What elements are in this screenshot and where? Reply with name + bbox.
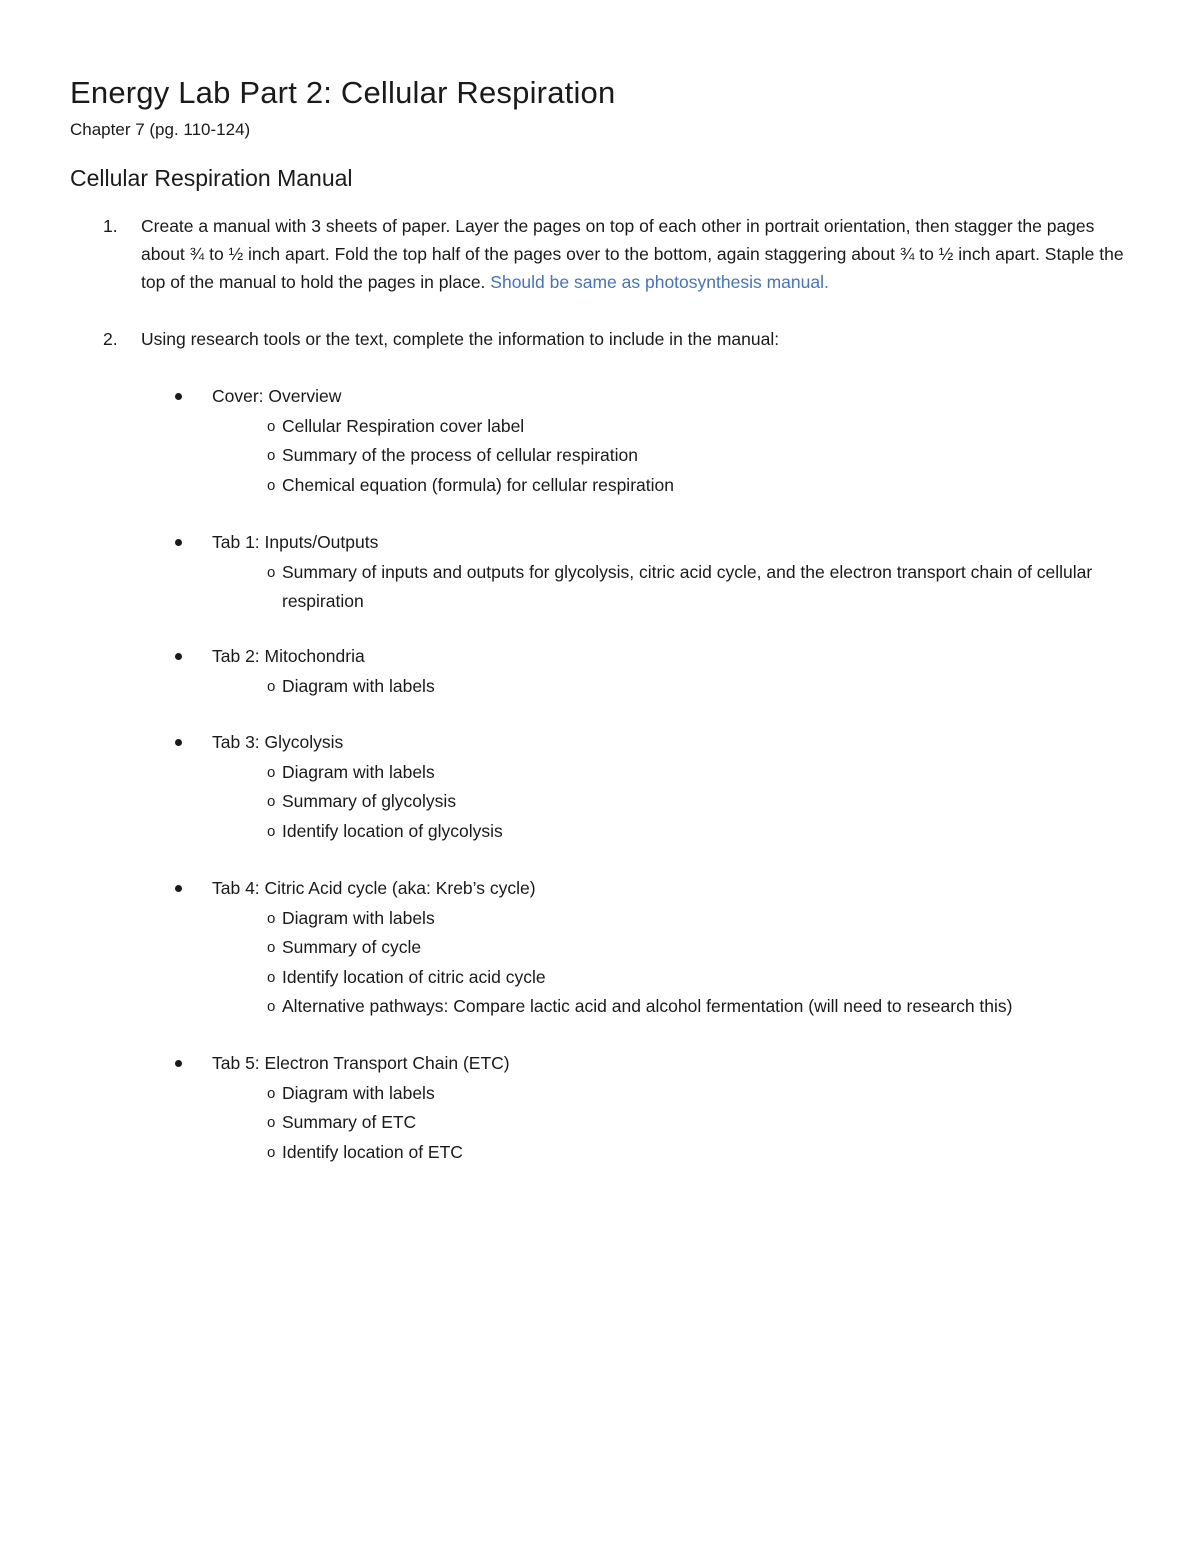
list-item: o Summary of cycle <box>212 933 1132 963</box>
list-item: o Identify location of citric acid cycle <box>212 963 1132 993</box>
list-item: o Diagram with labels <box>212 758 1132 788</box>
section-heading: Cellular Respiration Manual <box>70 165 353 191</box>
sub-bullet-icon: o <box>267 998 276 1015</box>
sub-bullet-icon: o <box>267 939 276 956</box>
sub-bullet-icon: o <box>267 909 276 927</box>
sub-bullet-icon: o <box>267 476 276 494</box>
step-number: 2. <box>103 329 118 349</box>
manual-section-cover <box>212 382 1132 500</box>
list-item: o Diagram with labels <box>212 1079 1132 1109</box>
bullet-icon <box>175 393 182 400</box>
instruction-step-1 <box>103 212 1141 296</box>
step-number: 1. <box>103 216 118 236</box>
sub-bullet-icon: o <box>267 968 276 986</box>
list-item: o Summary of glycolysis <box>212 787 1132 817</box>
bullet-icon <box>175 885 182 892</box>
list-item: o Cellular Respiration cover label <box>212 412 1132 442</box>
section-label: Cover: Overview <box>212 386 342 406</box>
manual-section-tab-5 <box>212 1049 1132 1167</box>
step-text: Create a manual with 3 sheets of paper. Layer the pages on top of each other in portrait orientation, then stagger the pages about ¾ to ½ inch apart. Fold the top half of the pages over to the bottom, again staggering about ¾ to ½ inch apart. Staple the top of the manual to hold the pages in place. <box>141 216 1124 292</box>
manual-section-tab-1 <box>212 528 1132 617</box>
sub-bullet-icon: o <box>267 763 276 781</box>
sub-bullet-icon: o <box>267 822 276 840</box>
sub-bullet-icon: o <box>267 1114 276 1131</box>
sub-bullet-icon: o <box>267 677 276 695</box>
manual-section-tab-4 <box>212 874 1132 1022</box>
section-label: Tab 3: Glycolysis <box>212 732 344 752</box>
list-item: o Diagram with labels <box>212 904 1132 934</box>
step-text: Using research tools or the text, complete the information to include in the manual: <box>141 329 780 349</box>
page-title: Energy Lab Part 2: Cellular Respiration <box>70 75 616 110</box>
teacher-note: Should be same as photosynthesis manual. <box>490 272 829 292</box>
list-item: o Identify location of glycolysis <box>212 817 1132 847</box>
list-item: o Summary of ETC <box>212 1108 1132 1138</box>
sub-bullet-icon: o <box>267 417 276 435</box>
bullet-icon <box>175 653 182 660</box>
list-item: o Diagram with labels <box>212 672 1132 702</box>
section-label: Tab 5: Electron Transport Chain (ETC) <box>212 1053 510 1073</box>
bullet-icon <box>175 1060 182 1067</box>
section-label: Tab 4: Citric Acid cycle (aka: Kreb’s cycle) <box>212 878 536 898</box>
chapter-reference: Chapter 7 (pg. 110-124) <box>70 120 251 139</box>
section-label: Tab 2: Mitochondria <box>212 646 365 666</box>
sub-bullet-icon: o <box>267 447 276 464</box>
bullet-icon <box>175 539 182 546</box>
list-item: o Alternative pathways: Compare lactic acid and alcohol fermentation (will need to research this) <box>212 992 1132 1022</box>
manual-section-tab-3 <box>212 728 1132 846</box>
instruction-step-2 <box>103 325 1141 353</box>
list-item: o Identify location of ETC <box>212 1138 1132 1168</box>
list-item: o Summary of the process of cellular respiration <box>212 441 1132 471</box>
list-item: o Chemical equation (formula) for cellular respiration <box>212 471 1132 501</box>
sub-bullet-icon: o <box>267 1084 276 1102</box>
bullet-icon <box>175 739 182 746</box>
sub-bullet-icon: o <box>267 1143 276 1161</box>
list-item: o Summary of inputs and outputs for glycolysis, citric acid cycle, and the electron transport chain of cellular respiration <box>212 558 1132 617</box>
section-label: Tab 1: Inputs/Outputs <box>212 532 379 552</box>
sub-bullet-icon: o <box>267 563 276 581</box>
manual-section-tab-2 <box>212 642 1132 701</box>
sub-bullet-icon: o <box>267 793 276 810</box>
